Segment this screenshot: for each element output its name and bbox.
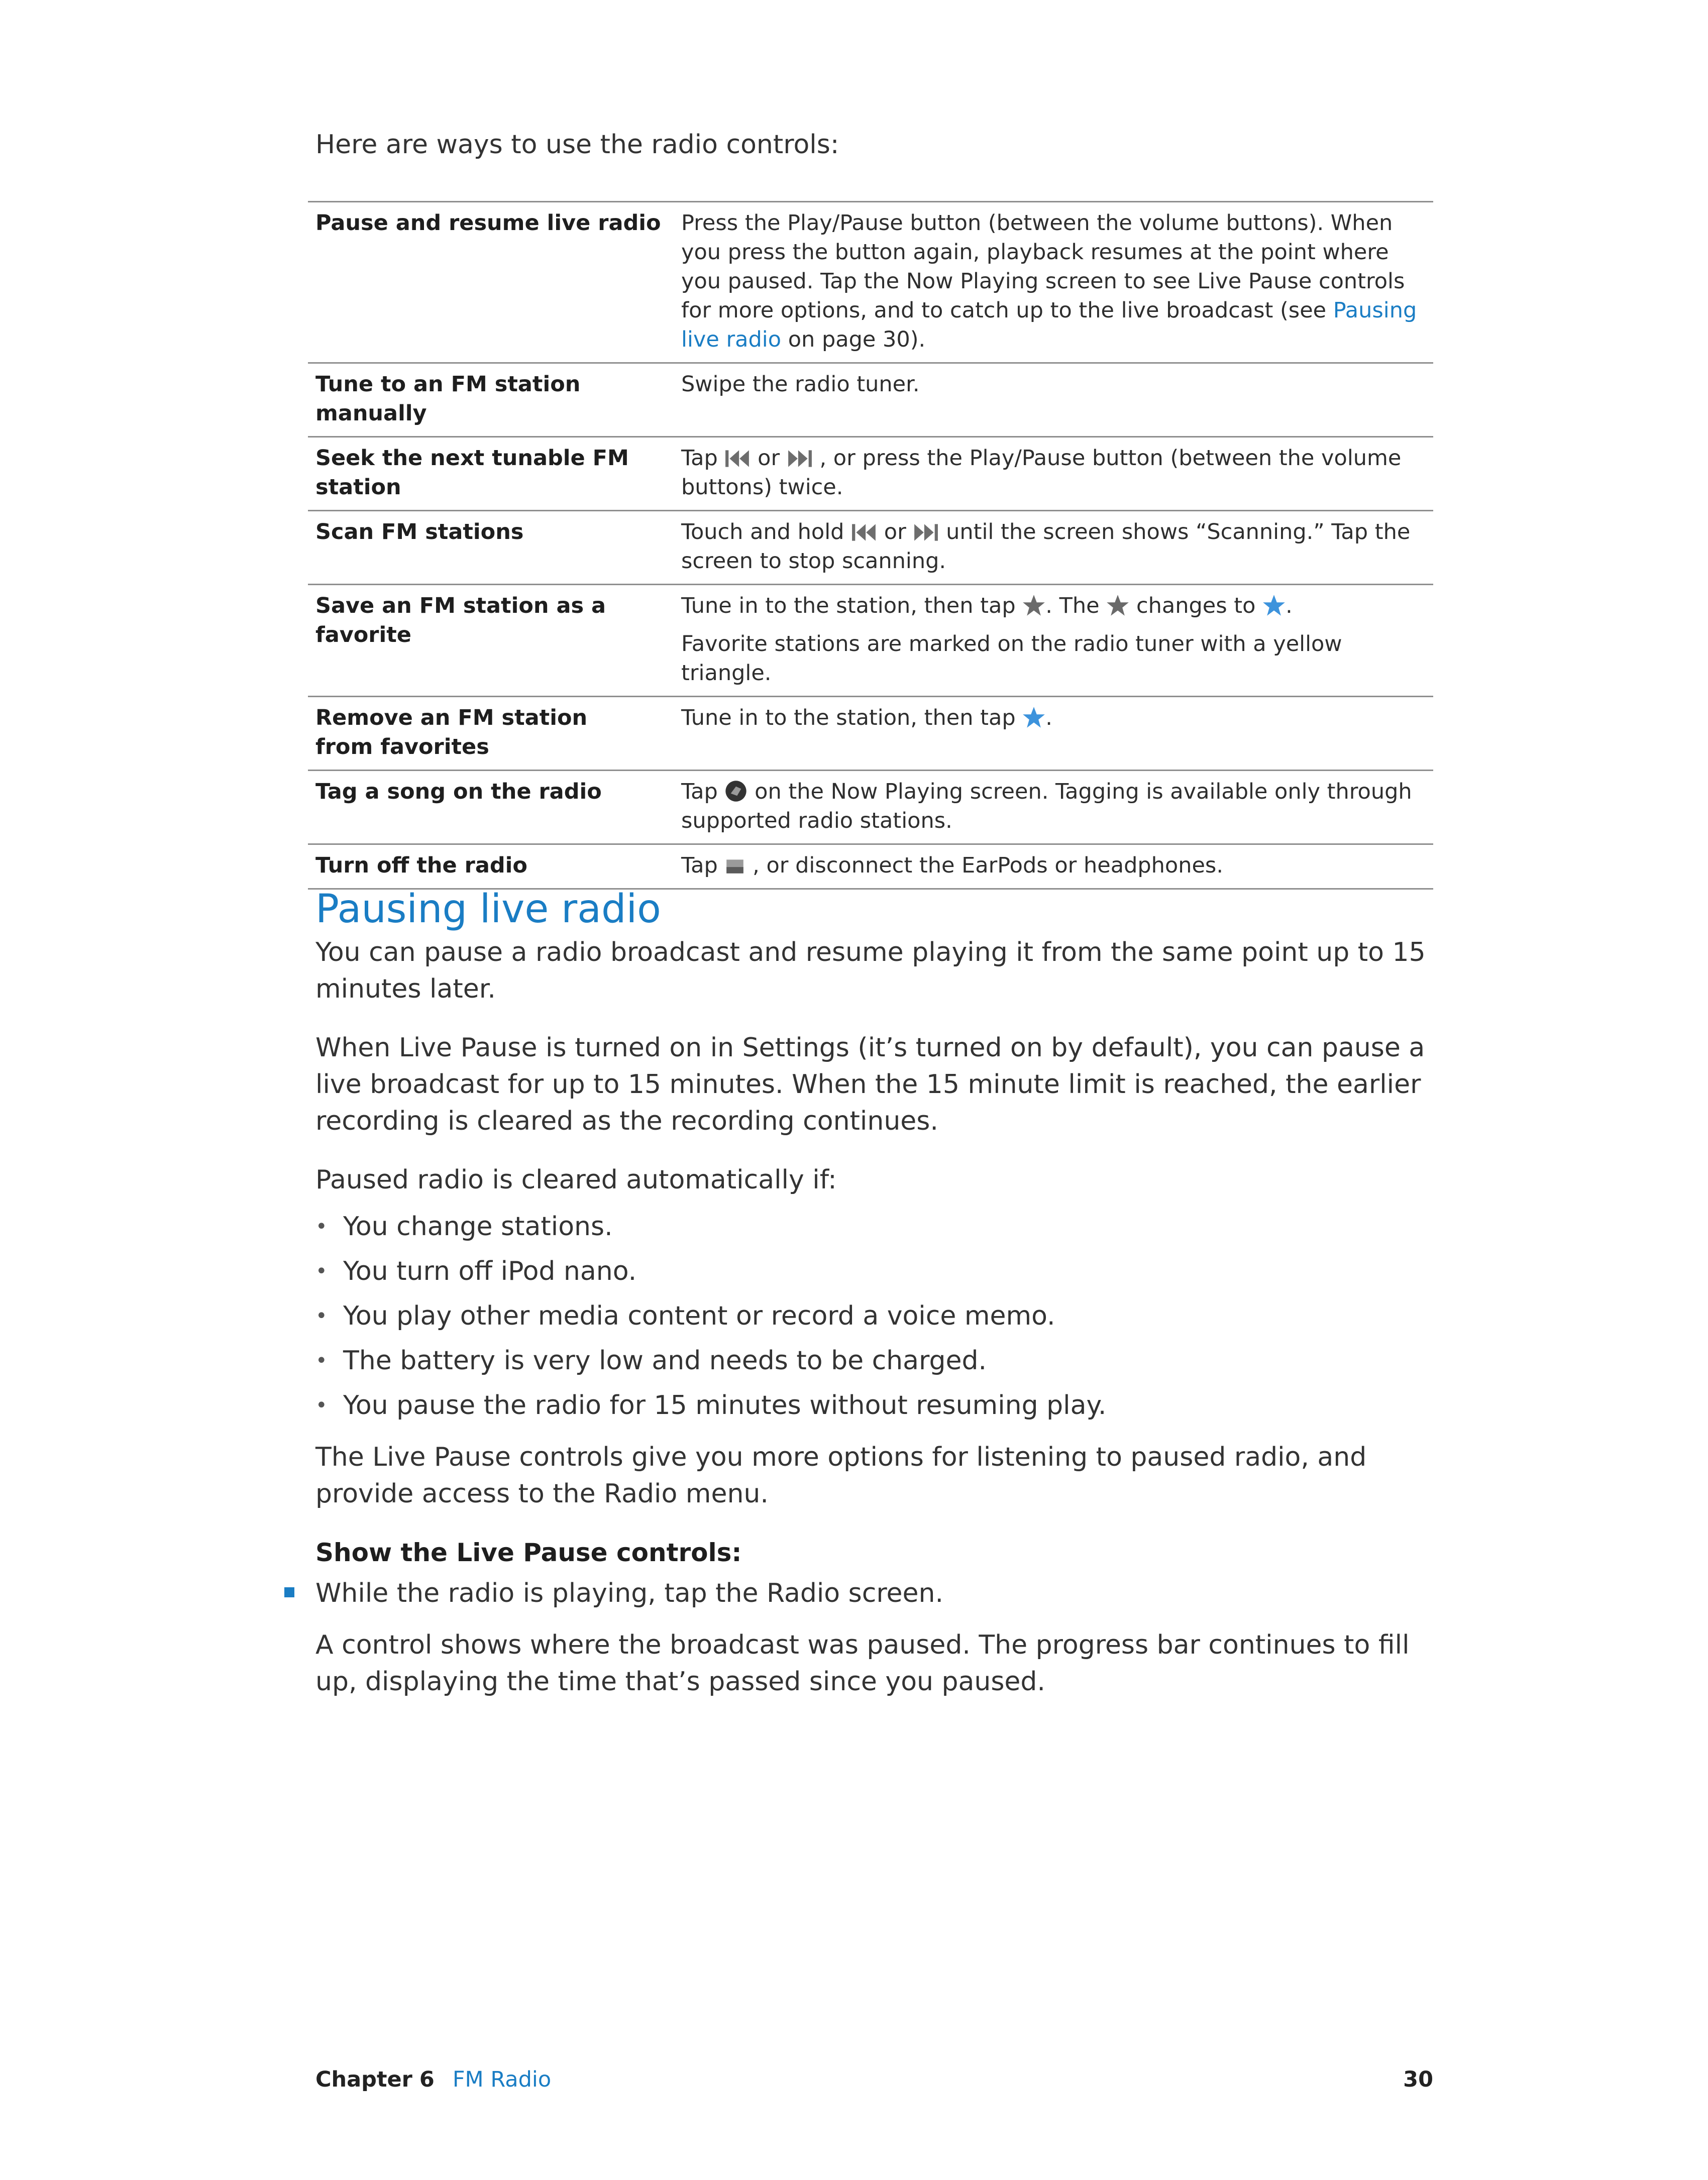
description-text: Tap (681, 779, 725, 804)
action-line: from favorites (315, 734, 489, 759)
step-heading: Show the Live Pause controls: (315, 1538, 742, 1567)
description-text: on the Now Playing screen. Tagging is available only through supported radio stations. (681, 779, 1412, 833)
action-cell: Scan FM stations (315, 519, 524, 544)
action-line: Remove an FM station (315, 705, 588, 730)
action-cell: Turn off the radio (315, 853, 527, 878)
description-cell (681, 697, 1433, 771)
description-text: , or disconnect the EarPods or headphones. (745, 853, 1224, 878)
star-blue-icon (1262, 594, 1286, 617)
table-row (308, 202, 1433, 363)
description-text: Touch and hold (681, 519, 851, 544)
page-number: 30 (1403, 2067, 1433, 2092)
task-step (315, 1575, 1433, 1612)
chapter-number: 6 (419, 2067, 435, 2092)
section-heading: Pausing live radio (315, 887, 661, 932)
description-text: until the screen shows “Scanning.” Tap the screen to stop scanning. (681, 519, 1411, 574)
description-text: . The (1045, 593, 1107, 618)
action-cell: Save an FM station as a favorite (315, 593, 606, 647)
list-item: • You play other media content or record a voice memo. (315, 1298, 1433, 1335)
page-footer (315, 2067, 1433, 2092)
action-cell: Pause and resume live radio (315, 210, 661, 236)
action-cell: Tag a song on the radio (315, 779, 602, 804)
previous-icon (724, 448, 751, 469)
description-text: Tap (681, 446, 725, 471)
list-item: • You change stations. (315, 1209, 1433, 1245)
description-text: Tune in to the station, then tap (681, 593, 1023, 618)
description-cell (681, 202, 1433, 363)
description-cell (681, 585, 1433, 697)
step-text: While the radio is playing, tap the Radio screen. (315, 1578, 944, 1608)
pausing-live-radio-section (315, 884, 1433, 1722)
paragraph: You can pause a radio broadcast and resume playing it from the same point up to 15 minutes later. (315, 937, 1426, 1004)
previous-icon (851, 522, 877, 543)
next-icon (913, 522, 939, 543)
chapter-name-link[interactable]: FM Radio (452, 2067, 552, 2092)
description-text: on page 30). (781, 327, 926, 352)
radio-controls-table (308, 201, 1433, 890)
description-text: , or press the Play/Pause button (between the volume buttons) twice. (681, 446, 1402, 500)
next-icon (787, 448, 813, 469)
intro-text: Here are ways to use the radio controls: (315, 130, 839, 160)
star-gray-icon (1106, 594, 1129, 617)
description-cell: Swipe the radio tuner. (681, 372, 920, 397)
chapter-label: Chapter (315, 2067, 412, 2092)
action-cell (308, 697, 681, 771)
table-row (308, 437, 1433, 511)
list-item: • You turn off iPod nano. (315, 1253, 1433, 1290)
pausing-live-radio-link[interactable]: Pausing live radio (681, 298, 1417, 352)
description-text: or (751, 446, 787, 471)
description-text: Tune in to the station, then tap (681, 705, 1023, 730)
table-row (308, 697, 1433, 771)
star-gray-icon (1022, 594, 1045, 617)
description-cell (681, 511, 1433, 585)
description-text: Press the Play/Pause button (between the volume buttons). When you press the button again, playback resumes at the point where you paused. Tap the Now Playing screen to see Live Pause controls for more options, and to catch up to the live broadcast (see (681, 210, 1405, 323)
step-bullet-icon (284, 1587, 294, 1597)
list-item: • You pause the radio for 15 minutes without resuming play. (315, 1387, 1433, 1424)
description-text: Tap (681, 853, 725, 878)
description-cell (681, 771, 1433, 844)
list-item: • The battery is very low and needs to be charged. (315, 1343, 1433, 1379)
description-text: or (877, 519, 913, 544)
table-row (308, 511, 1433, 585)
description-text: . (1286, 593, 1293, 618)
paragraph: When Live Pause is turned on in Settings (it’s turned on by default), you can pause a live broadcast for up to 15 minutes. When the 15 minute limit is reached, the earlier recording is cleared as the recording continues. (315, 1033, 1425, 1136)
description-cell (681, 437, 1433, 511)
paragraph: A control shows where the broadcast was paused. The progress bar continues to fill up, displaying the time that’s passed since you paused. (315, 1630, 1410, 1697)
description-cell (681, 844, 1433, 889)
table-row (308, 771, 1433, 844)
action-cell: Seek the next tunable FM station (315, 446, 629, 500)
paragraph: The Live Pause controls give you more options for listening to paused radio, and provide access to the Radio menu. (315, 1442, 1367, 1509)
description-text: changes to (1129, 593, 1263, 618)
description-note: Favorite stations are marked on the radio tuner with a yellow triangle. (681, 631, 1342, 686)
star-blue-icon (1022, 706, 1045, 729)
table-row (308, 363, 1433, 437)
bullet-list (315, 1209, 1433, 1424)
table-row (308, 844, 1433, 889)
table-row (308, 585, 1433, 697)
description-text: . (1045, 705, 1052, 730)
paragraph: Paused radio is cleared automatically if: (315, 1165, 837, 1195)
action-cell: Tune to an FM station manually (315, 372, 581, 426)
tag-icon (724, 780, 748, 803)
stop-icon (724, 855, 745, 877)
